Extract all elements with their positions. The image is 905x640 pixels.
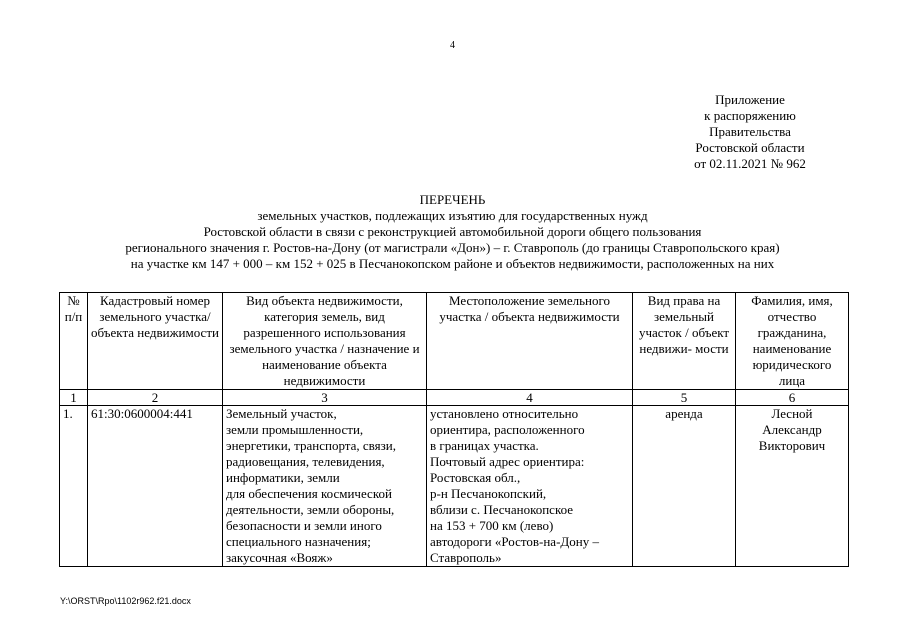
object-kind-line: безопасности и земли иного: [226, 518, 382, 533]
header-num: № п/п: [60, 293, 88, 390]
file-path-footer: Y:\ORST\Rpo\1102r962.f21.docx: [60, 596, 191, 606]
owner-name-line: Викторович: [758, 438, 826, 453]
object-kind-line: радиовещания, телевидения,: [226, 454, 385, 469]
location: [427, 406, 633, 567]
object-kind-line: для обеспечения космической: [226, 486, 392, 501]
appendix-line: Правительства: [709, 124, 791, 139]
heading-line: регионального значения г. Ростов-на-Дону (от магистрали «Дон») – г. Ставрополь (до границы Ставропольского края): [125, 240, 780, 255]
header-right: Вид права на земельный участок / объект недвижи- мости: [633, 293, 736, 390]
location-line: Ростовская обл.,: [430, 470, 521, 485]
location-line: установлено относительно: [430, 406, 579, 421]
column-number: 5: [633, 390, 736, 406]
column-number: 2: [88, 390, 223, 406]
object-kind-line: деятельности, земли обороны,: [226, 502, 395, 517]
land-plots-table: [59, 292, 849, 567]
column-number: 1: [60, 390, 88, 406]
document-heading: [40, 192, 865, 272]
table-header-row: [60, 293, 849, 390]
header-location: Местоположение земельного участка / объекта недвижимости: [427, 293, 633, 390]
object-kind: [223, 406, 427, 567]
document-title: ПЕРЕЧЕНЬ: [419, 192, 486, 207]
owner-name-line: Александр: [762, 422, 822, 437]
heading-line: земельных участков, подлежащих изъятию для государственных нужд: [257, 208, 648, 223]
heading-line: на участке км 147 + 000 – км 152 + 025 в Песчанокопском районе и объектов недвижимости, расположенных на них: [130, 256, 775, 271]
location-line: ориентира, расположенного: [430, 422, 585, 437]
header-owner: Фамилия, имя, отчество гражданина, наименование юридического лица: [736, 293, 849, 390]
location-line: р-н Песчанокопский,: [430, 486, 547, 501]
object-kind-line: информатики, земли: [226, 470, 340, 485]
header-kind: Вид объекта недвижимости, категория земель, вид разрешенного использования земельного участка / назначение и наименование объекта недвижимости: [223, 293, 427, 390]
appendix-line: Приложение: [715, 92, 785, 107]
owner-name: [736, 406, 849, 567]
header-cadastral: Кадастровый номер земельного участка/объекта недвижимости: [88, 293, 223, 390]
appendix-line: к распоряжению: [704, 108, 796, 123]
object-kind-line: специального назначения;: [226, 534, 371, 549]
column-number: 3: [223, 390, 427, 406]
appendix-block: [660, 92, 840, 172]
row-number: 1.: [60, 406, 88, 567]
object-kind-line: закусочная «Вояж»: [226, 550, 333, 565]
owner-name-line: Лесной: [771, 406, 813, 421]
object-kind-line: земли промышленности,: [226, 422, 364, 437]
location-line: в границах участка.: [430, 438, 539, 453]
column-number: 4: [427, 390, 633, 406]
location-line: автодороги «Ростов-на-Дону –: [430, 534, 599, 549]
appendix-line: Ростовской области: [695, 140, 805, 155]
column-number: 6: [736, 390, 849, 406]
column-number-row: [60, 390, 849, 406]
location-line: Ставрополь»: [430, 550, 502, 565]
location-line: на 153 + 700 км (лево): [430, 518, 554, 533]
right-type: аренда: [633, 406, 736, 567]
object-kind-line: энергетики, транспорта, связи,: [226, 438, 396, 453]
location-line: вблизи с. Песчанокопское: [430, 502, 574, 517]
object-kind-line: Земельный участок,: [226, 406, 337, 421]
location-line: Почтовый адрес ориентира:: [430, 454, 585, 469]
table-row: [60, 406, 849, 567]
page-number: 4: [450, 40, 455, 51]
cadastral-number: 61:30:0600004:441: [88, 406, 223, 567]
appendix-line: от 02.11.2021 № 962: [694, 156, 806, 171]
heading-line: Ростовской области в связи с реконструкцией автомобильной дороги общего пользования: [203, 224, 702, 239]
